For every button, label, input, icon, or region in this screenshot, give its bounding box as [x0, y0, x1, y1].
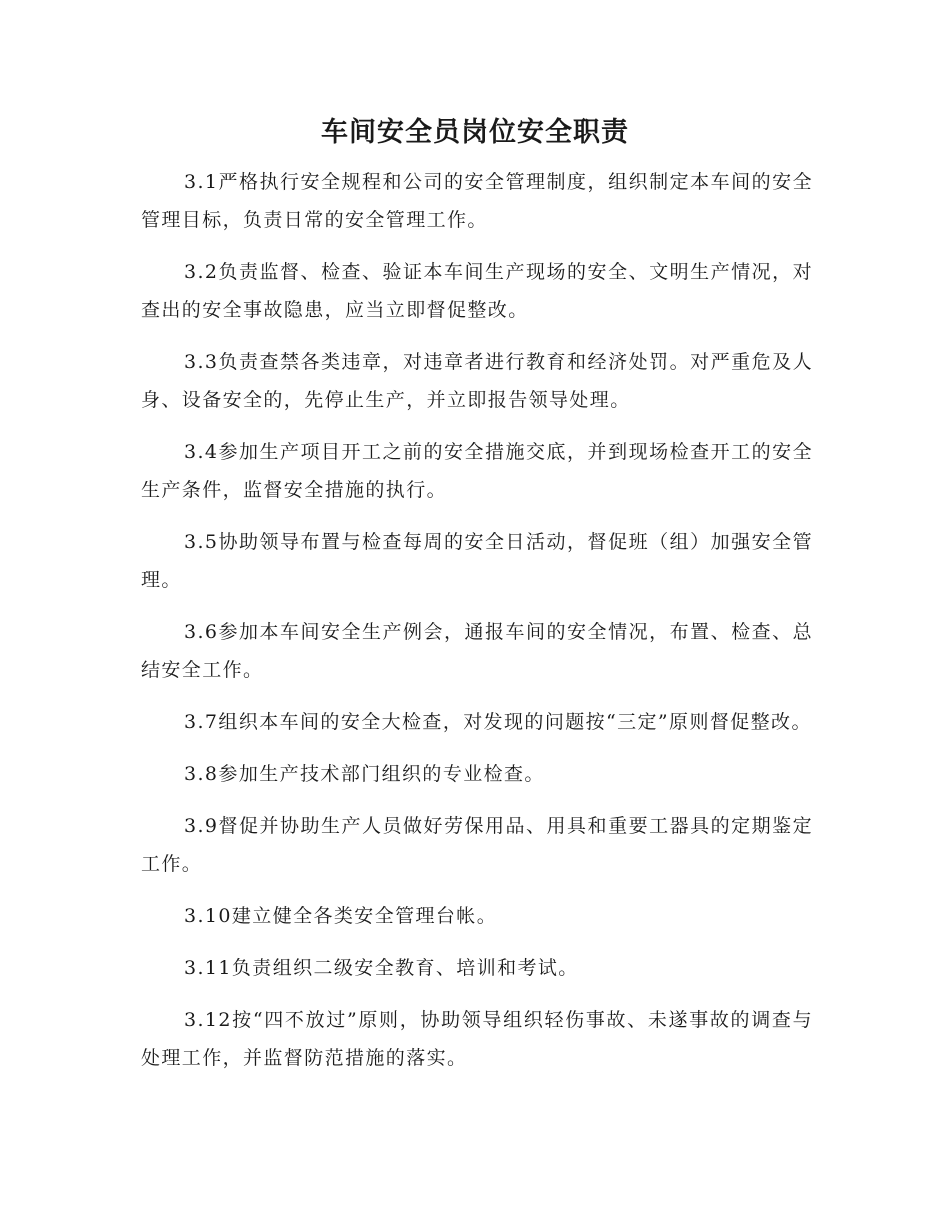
clause-3-6: 3.6参加本车间安全生产例会，通报车间的安全情况，布置、检查、总结安全工作。 [141, 621, 813, 681]
clause-3-12: 3.12按“四不放过”原则，协助领导组织轻伤事故、未遂事故的调查与处理工作，并监督防范措施的落实。 [141, 1009, 813, 1069]
clause-3-10: 3.10建立健全各类安全管理台帐。 [184, 905, 498, 927]
clause-3-2: 3.2负责监督、检查、验证本车间生产现场的安全、文明生产情况，对查出的安全事故隐患，应当立即督促整改。 [141, 261, 813, 321]
clause-3-5: 3.5协助领导布置与检查每周的安全日活动，督促班（组）加强安全管理。 [141, 531, 813, 591]
clause-3-7: 3.7组织本车间的安全大检查，对发现的问题按“三定”原则督促整改。 [184, 711, 812, 733]
clause-3-8: 3.8参加生产技术部门组织的专业检查。 [184, 763, 545, 785]
clause-3-3: 3.3负责查禁各类违章，对违章者进行教育和经济处罚。对严重危及人身、设备安全的，先停止生产，并立即报告领导处理。 [141, 351, 813, 411]
clause-3-11: 3.11负责组织二级安全教育、培训和考试。 [184, 957, 579, 979]
clause-3-4: 3.4参加生产项目开工之前的安全措施交底，并到现场检查开工的安全生产条件，监督安全措施的执行。 [141, 441, 813, 501]
clause-3-9: 3.9督促并协助生产人员做好劳保用品、用具和重要工器具的定期鉴定工作。 [141, 815, 813, 875]
document-title: 车间安全员岗位安全职责 [321, 117, 629, 148]
clause-3-1: 3.1严格执行安全规程和公司的安全管理制度，组织制定本车间的安全管理目标，负责日常的安全管理工作。 [141, 171, 813, 231]
document-body [141, 163, 813, 1091]
